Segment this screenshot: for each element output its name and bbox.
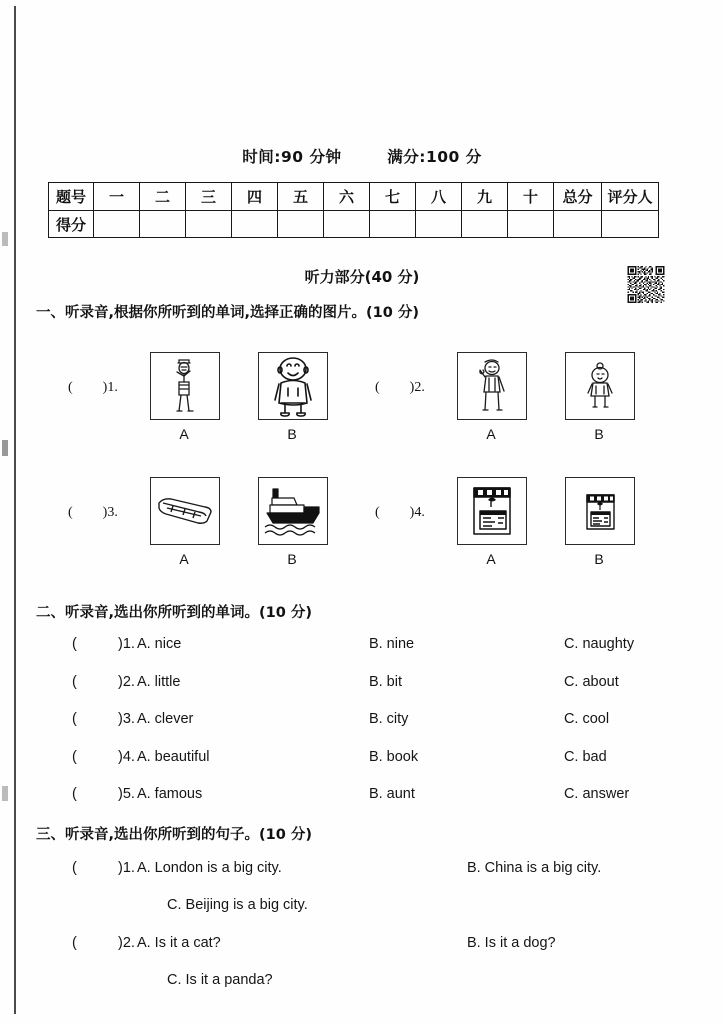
score-table-row-label: 得分 (49, 211, 94, 238)
small-book-icon (566, 478, 634, 544)
score-table-row-label: 题号 (49, 183, 94, 211)
section-2-item-5 (72, 786, 629, 802)
score-table-col-8: 八 (416, 183, 462, 211)
option-a-image-box[interactable] (457, 352, 527, 420)
question-number: 5. (122, 786, 135, 802)
girl-standing-icon (566, 353, 634, 419)
section-1-heading: 一、听录音,根据你所听到的单词,选择正确的图片。(10 分) (36, 305, 419, 321)
question-number: 4. (414, 505, 425, 520)
score-cell-1[interactable] (94, 211, 140, 238)
paren-right: ) (118, 860, 123, 876)
section-3-item-2-option-c[interactable]: C. Is it a panda? (167, 972, 273, 988)
rowing-boat-icon (151, 478, 219, 544)
paren-left: ( (72, 786, 77, 802)
paren-right: ) (118, 935, 123, 951)
score-table-col-3: 三 (186, 183, 232, 211)
paren-left: ( (72, 674, 77, 690)
score-cell-3[interactable] (186, 211, 232, 238)
option-b[interactable]: B. city (368, 711, 409, 727)
option-a-label: A (486, 426, 496, 442)
paren-left: ( (72, 636, 77, 652)
score-table-col-6: 六 (324, 183, 370, 211)
scan-margin-mark (2, 440, 8, 456)
question-number: 1. (122, 860, 135, 876)
listening-part-title: 听力部分(40 分) (304, 268, 420, 286)
exam-meta-line (0, 145, 724, 167)
answer-paren-right[interactable]: ) (102, 380, 108, 395)
score-table-col-5: 五 (278, 183, 324, 211)
section-3-item-1 (72, 860, 601, 876)
answer-blank[interactable] (72, 711, 118, 727)
answer-blank[interactable] (72, 786, 118, 802)
option-b[interactable]: B. Is it a dog? (466, 935, 556, 951)
score-cell-6[interactable] (324, 211, 370, 238)
score-table-col-4: 四 (232, 183, 278, 211)
score-table (48, 182, 659, 238)
answer-paren-left: ( (375, 505, 380, 520)
answer-paren-left: ( (68, 505, 73, 520)
exam-time-label: 时间:90 分钟 (242, 148, 342, 166)
exam-total-score-label: 满分:100 分 (387, 148, 482, 166)
score-table-col-rater: 评分人 (602, 183, 659, 211)
option-c[interactable]: C. cool (563, 711, 610, 727)
option-b-label: B (594, 551, 604, 567)
question-number: 2. (122, 674, 135, 690)
paren-left: ( (72, 749, 77, 765)
steam-ship-icon (259, 478, 327, 544)
option-a-image-box[interactable] (457, 477, 527, 545)
paren-right: ) (118, 674, 123, 690)
option-a[interactable]: A. little (136, 674, 181, 690)
section-2-item-2 (72, 674, 619, 690)
question-number: 3. (122, 711, 135, 727)
section-3-item-1-option-c[interactable]: C. Beijing is a big city. (167, 897, 308, 913)
score-cell-4[interactable] (232, 211, 278, 238)
score-table-score-row (49, 211, 659, 238)
score-table-col-9: 九 (462, 183, 508, 211)
option-a[interactable]: A. nice (136, 636, 182, 652)
fat-person-icon (259, 353, 327, 419)
score-cell-rater[interactable] (602, 211, 659, 238)
section-3-item-2 (72, 935, 556, 951)
option-a-label: A (179, 551, 189, 567)
paren-left: ( (72, 711, 77, 727)
question-2-stem (375, 380, 425, 396)
score-table-col-total: 总分 (554, 183, 602, 211)
score-cell-2[interactable] (140, 211, 186, 238)
answer-blank[interactable] (72, 674, 118, 690)
score-cell-total[interactable] (554, 211, 602, 238)
paren-right: ) (118, 749, 123, 765)
scan-margin-mark (2, 786, 8, 801)
answer-paren-right[interactable]: ) (102, 505, 108, 520)
option-a-image-box[interactable] (150, 352, 220, 420)
score-table-col-2: 二 (140, 183, 186, 211)
option-c[interactable]: C. bad (563, 749, 607, 765)
option-c[interactable]: C. answer (563, 786, 630, 802)
answer-blank[interactable] (72, 935, 118, 951)
paren-right: ) (118, 636, 123, 652)
qr-code-icon (618, 266, 674, 303)
answer-paren-right[interactable]: ) (409, 505, 415, 520)
question-number: 1. (107, 380, 118, 395)
score-table-header-row (49, 183, 659, 211)
question-number: 1. (122, 636, 135, 652)
option-a[interactable]: A. London is a big city. (136, 860, 282, 876)
score-cell-8[interactable] (416, 211, 462, 238)
question-number: 4. (122, 749, 135, 765)
thin-person-icon (151, 353, 219, 419)
paren-right: ) (118, 786, 123, 802)
scan-margin-mark (2, 232, 8, 246)
option-b-label: B (287, 426, 297, 442)
option-c[interactable]: C. naughty (563, 636, 635, 652)
score-table-col-10: 十 (508, 183, 554, 211)
answer-paren-left: ( (68, 380, 73, 395)
option-c[interactable]: C. about (563, 674, 619, 690)
answer-blank[interactable] (72, 636, 118, 652)
question-number: 2. (122, 935, 135, 951)
section-2-item-3 (72, 711, 609, 727)
option-b[interactable]: B. China is a big city. (466, 860, 602, 876)
option-a[interactable]: A. clever (136, 711, 194, 727)
score-table-col-7: 七 (370, 183, 416, 211)
score-cell-9[interactable] (462, 211, 508, 238)
question-4-stem (375, 505, 425, 521)
option-a[interactable]: A. Is it a cat? (136, 935, 221, 951)
section-2-item-4 (72, 749, 607, 765)
question-number: 2. (414, 380, 425, 395)
paren-left: ( (72, 860, 77, 876)
option-b-label: B (594, 426, 604, 442)
score-cell-7[interactable] (370, 211, 416, 238)
option-b-image-box[interactable] (565, 352, 635, 420)
answer-blank[interactable] (72, 860, 118, 876)
answer-paren-right[interactable]: ) (409, 380, 415, 395)
question-3-stem (68, 505, 118, 521)
option-a-label: A (179, 426, 189, 442)
option-b-image-box[interactable] (258, 477, 328, 545)
section-2-item-1 (72, 636, 634, 652)
option-a-label: A (486, 551, 496, 567)
question-number: 3. (107, 505, 118, 520)
option-b-image-box[interactable] (565, 477, 635, 545)
paren-left: ( (72, 935, 77, 951)
option-a[interactable]: A. famous (136, 786, 203, 802)
section-2-heading: 二、听录音,选出你所听到的单词。(10 分) (36, 605, 312, 621)
score-table-col-1: 一 (94, 183, 140, 211)
score-cell-10[interactable] (508, 211, 554, 238)
option-b[interactable]: B. nine (368, 636, 415, 652)
answer-blank[interactable] (72, 749, 118, 765)
score-cell-5[interactable] (278, 211, 324, 238)
answer-paren-left: ( (375, 380, 380, 395)
section-3-heading: 三、听录音,选出你所听到的句子。(10 分) (36, 827, 312, 843)
option-a-image-box[interactable] (150, 477, 220, 545)
option-b-label: B (287, 551, 297, 567)
big-book-icon (458, 478, 526, 544)
option-b[interactable]: B. bit (368, 674, 402, 690)
boy-waving-icon (458, 353, 526, 419)
paren-right: ) (118, 711, 123, 727)
option-a[interactable]: A. beautiful (136, 749, 210, 765)
option-b[interactable]: B. book (368, 749, 419, 765)
question-1-stem (68, 380, 118, 396)
option-b[interactable]: B. aunt (368, 786, 415, 802)
option-b-image-box[interactable] (258, 352, 328, 420)
